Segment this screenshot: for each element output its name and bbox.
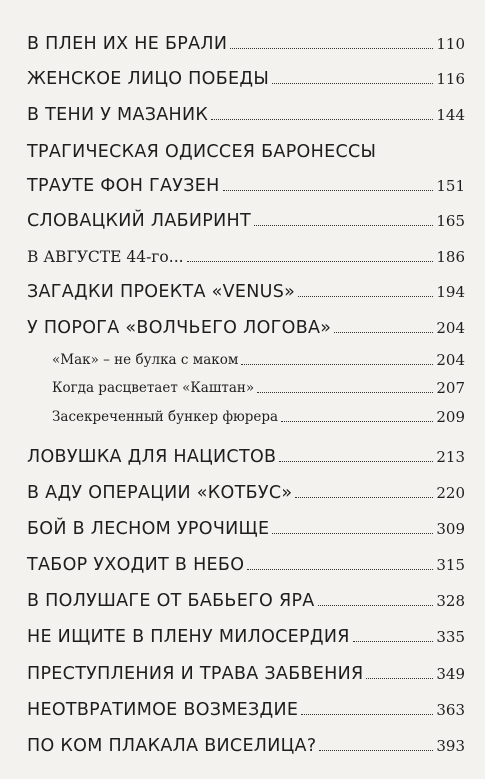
toc-entry-page: 328	[436, 592, 465, 610]
leader-dots	[295, 497, 433, 498]
toc-entry-title: У ПОРОГА «ВОЛЧЬЕГО ЛОГОВА»	[27, 318, 332, 338]
toc-entry	[27, 442, 465, 468]
toc-subentry-title: «Мак» – не булка с маком	[52, 352, 239, 368]
toc-entry-page: 213	[436, 448, 465, 466]
toc-subentry-page: 207	[436, 379, 465, 397]
toc-entry	[27, 242, 465, 268]
toc-entry-page: 315	[436, 556, 465, 574]
leader-dots	[301, 714, 433, 715]
toc-entry-title: НЕОТВРАТИМОЕ ВОЗМЕЗДИЕ	[27, 700, 299, 720]
toc-entry-page: 186	[436, 248, 465, 266]
leader-dots	[211, 119, 433, 120]
leader-dots	[247, 569, 433, 570]
toc-entry	[27, 550, 465, 576]
leader-dots	[223, 190, 434, 191]
toc-entry-page: 363	[436, 701, 465, 719]
leader-dots	[254, 225, 433, 226]
toc-entry-page: 204	[436, 319, 465, 337]
leader-dots	[334, 332, 433, 333]
toc-entry-title: ТРАГИЧЕСКАЯ ОДИССЕЯ БАРОНЕССЫ	[27, 142, 377, 162]
toc-entry	[27, 313, 465, 339]
leader-dots	[241, 364, 433, 365]
toc-entry	[27, 277, 465, 303]
toc-entry-page: 194	[436, 283, 465, 301]
toc-entry-title: ПРЕСТУПЛЕНИЯ И ТРАВА ЗАБВЕНИЯ	[27, 664, 364, 684]
toc-entry-title: ТАБОР УХОДИТ В НЕБО	[27, 555, 245, 575]
toc-entry-title: ЗАГАДКИ ПРОЕКТА «VENUS»	[27, 282, 296, 302]
toc-subentry-title: Когда расцветает «Каштан»	[52, 380, 255, 396]
toc-entry-page: 165	[436, 212, 465, 230]
toc-subentry-page: 204	[436, 351, 465, 369]
toc-entry	[27, 586, 465, 612]
toc-entry	[27, 29, 465, 55]
toc-subentry-page: 209	[436, 408, 465, 426]
toc-entry-page: 349	[436, 665, 465, 683]
toc-entry-title: НЕ ИЩИТЕ В ПЛЕНУ МИЛОСЕРДИЯ	[27, 627, 350, 647]
toc-entry-title: В ПОЛУШАГЕ ОТ БАБЬЕГО ЯРА	[27, 591, 315, 611]
toc-subentry	[52, 402, 465, 428]
toc-entry-title: В АВГУСТЕ 44-го...	[27, 248, 184, 266]
toc-entry-page: 151	[436, 177, 465, 195]
toc-entry-page: 116	[436, 70, 465, 88]
leader-dots	[187, 261, 434, 262]
toc-entry-title: ЛОВУШКА ДЛЯ НАЦИСТОВ	[27, 447, 277, 467]
toc-subentry-title: Засекреченный бункер фюрера	[52, 409, 279, 425]
toc-entry-title: В ТЕНИ У МАЗАНИК	[27, 105, 209, 125]
toc-entry	[27, 695, 465, 721]
toc-entry-title: В АДУ ОПЕРАЦИИ «КОТБУС»	[27, 483, 293, 503]
leader-dots	[272, 533, 433, 534]
toc-entry-page: 110	[436, 35, 465, 53]
toc-entry-page: 144	[436, 106, 465, 124]
toc-entry	[27, 171, 465, 197]
toc-entry	[27, 514, 465, 540]
leader-dots	[319, 750, 433, 751]
toc-entry-title: ПО КОМ ПЛАКАЛА ВИСЕЛИЦА?	[27, 736, 317, 756]
toc-entry	[27, 206, 465, 232]
toc-entry	[27, 137, 465, 163]
toc-entry-title: ЖЕНСКОЕ ЛИЦО ПОБЕДЫ	[27, 69, 270, 89]
toc-entry-title: БОЙ В ЛЕСНОМ УРОЧИЩЕ	[27, 519, 270, 539]
toc-subentry	[52, 373, 465, 399]
leader-dots	[318, 605, 434, 606]
leader-dots	[366, 678, 433, 679]
toc-entry-page: 220	[436, 484, 465, 502]
toc-entry-page: 309	[436, 520, 465, 538]
toc-subentry	[52, 345, 465, 371]
toc-entry	[27, 100, 465, 126]
leader-dots	[281, 421, 433, 422]
toc-entry-page: 393	[436, 737, 465, 755]
leader-dots	[298, 296, 433, 297]
leader-dots	[353, 641, 434, 642]
toc-entry	[27, 659, 465, 685]
leader-dots	[272, 83, 433, 84]
toc-entry	[27, 622, 465, 648]
toc-entry	[27, 478, 465, 504]
toc-entry-title: ТРАУТЕ ФОН ГАУЗЕН	[27, 176, 220, 196]
toc-entry	[27, 731, 465, 757]
leader-dots	[279, 461, 433, 462]
toc-entry-title: В ПЛЕН ИХ НЕ БРАЛИ	[27, 34, 228, 54]
toc-entry-title: СЛОВАЦКИЙ ЛАБИРИНТ	[27, 211, 252, 231]
leader-dots	[257, 392, 433, 393]
toc-entry-page: 335	[436, 628, 465, 646]
leader-dots	[230, 48, 433, 49]
toc-entry	[27, 64, 465, 90]
